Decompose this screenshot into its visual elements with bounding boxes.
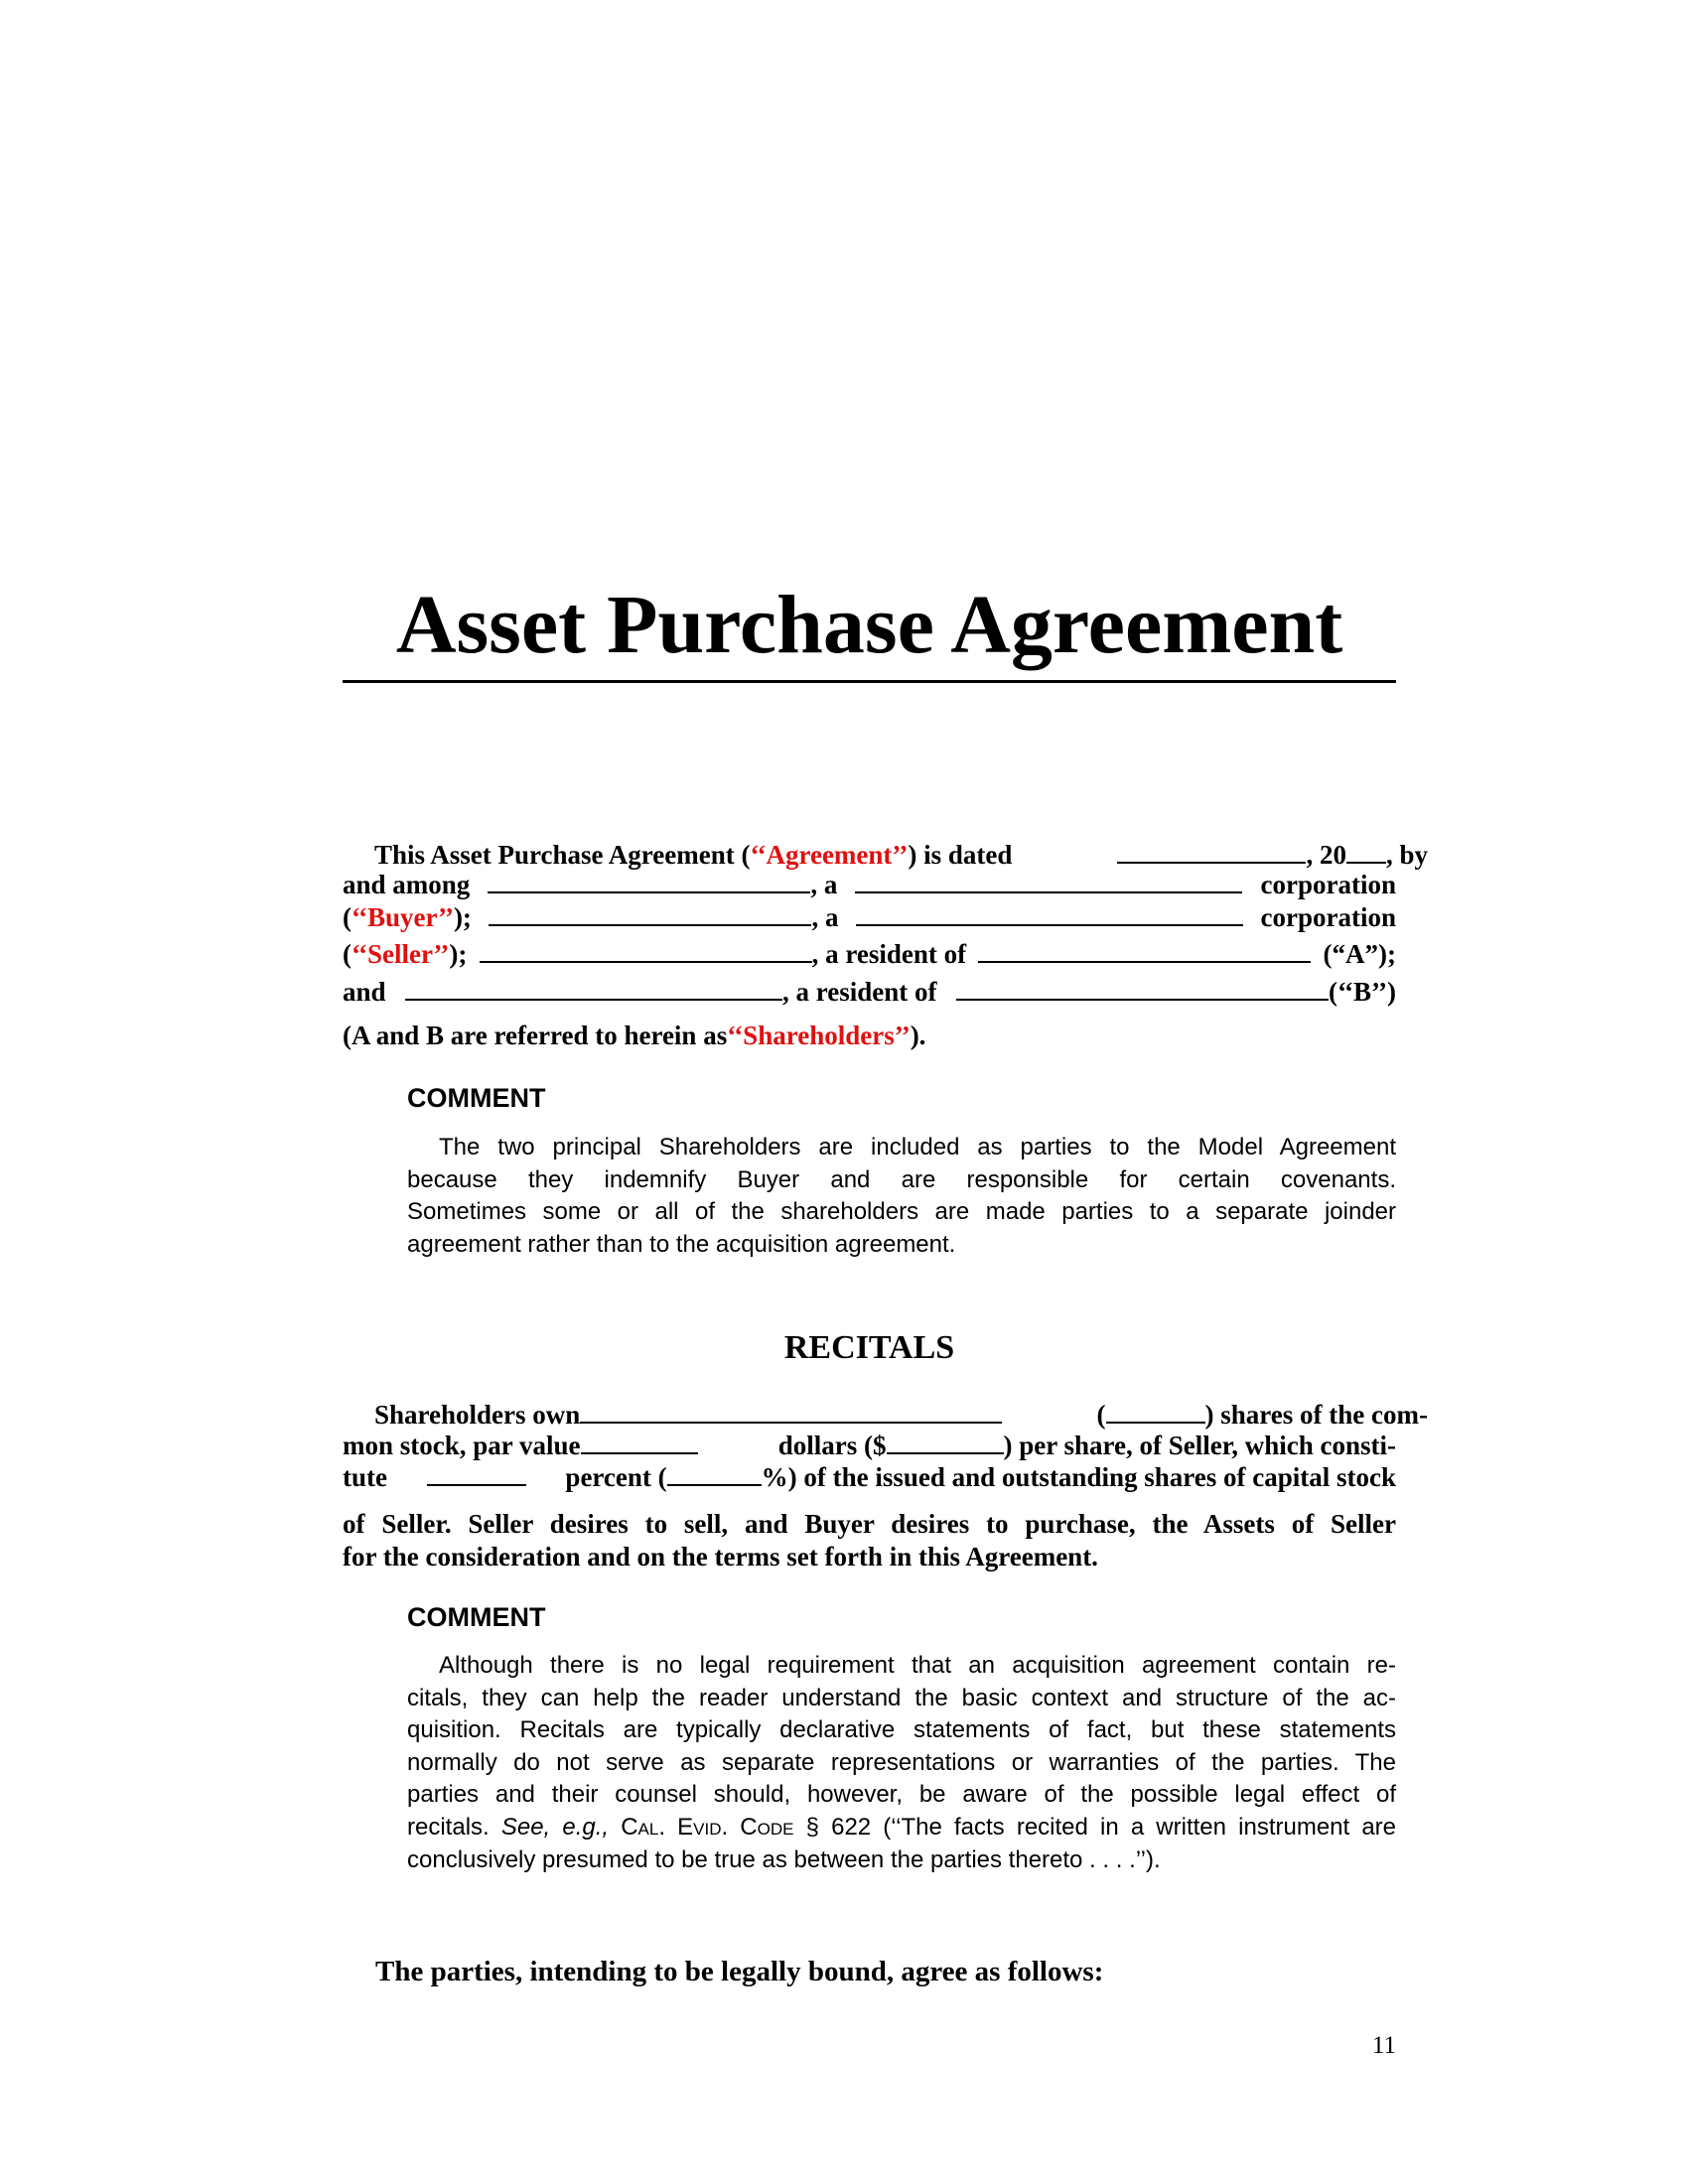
date-blank[interactable] bbox=[1117, 836, 1306, 864]
preamble-text: corporation bbox=[1260, 901, 1396, 932]
comment-heading: COMMENT bbox=[407, 1602, 546, 1632]
comment-text bbox=[407, 1650, 1396, 1876]
recital-text: dollars ($ bbox=[777, 1430, 887, 1460]
year-blank[interactable] bbox=[1346, 836, 1386, 864]
closing-statement: The parties, intending to be legally bound, agree as follows: bbox=[375, 1956, 1104, 1987]
recitals-heading: RECITALS bbox=[783, 1329, 955, 1366]
recital-text: ( bbox=[1096, 1399, 1106, 1430]
par-value-number-blank[interactable] bbox=[887, 1427, 1004, 1454]
statute-citation: Cal. Evid. Code bbox=[609, 1813, 794, 1841]
shareholder-a-residence-blank[interactable] bbox=[978, 935, 1311, 963]
defined-term-shareholders: ‘‘Shareholders’’ bbox=[727, 1021, 911, 1050]
preamble-text: , a resident of bbox=[782, 976, 937, 1007]
recital-text: tute bbox=[343, 1461, 387, 1492]
preamble-text: This Asset Purchase Agreement ( bbox=[374, 839, 751, 870]
comment-line: parties and their counsel should, however, be aware of the possible legal effect of bbox=[407, 1781, 1396, 1809]
preamble bbox=[343, 836, 1428, 1064]
recital-line-1 bbox=[343, 1396, 1428, 1430]
preamble-line-6 bbox=[343, 1019, 1396, 1052]
recital-line-4: of Seller. Seller desires to sell, and Buyer desires to purchase, the Assets of Seller bbox=[343, 1509, 1396, 1539]
recital-text: Shareholders own bbox=[374, 1399, 581, 1430]
recital-line-5: for the consideration and on the terms set forth in this Agreement. bbox=[343, 1542, 1098, 1571]
preamble-text: ); bbox=[453, 901, 472, 932]
preamble-text: corporation bbox=[1260, 869, 1396, 899]
preamble-text: (“A”); bbox=[1323, 938, 1396, 969]
comment-line: agreement rather than to the acquisition agreement. bbox=[407, 1230, 956, 1258]
seller-name-blank[interactable] bbox=[489, 898, 811, 926]
percent-number-blank[interactable] bbox=[667, 1458, 762, 1486]
page-number: 11 bbox=[1371, 2032, 1396, 2059]
comment-text bbox=[407, 1132, 1396, 1261]
preamble-line-3 bbox=[343, 898, 1396, 932]
shares-number-blank[interactable] bbox=[1106, 1396, 1205, 1424]
shareholder-a-name-blank[interactable] bbox=[480, 935, 812, 963]
shares-words-blank[interactable] bbox=[580, 1396, 1002, 1424]
comment-line: quisition. Recitals are typically declarative statements of fact, but these statements bbox=[407, 1716, 1396, 1744]
comment-line: because they indemnify Buyer and are responsible for certain covenants. bbox=[407, 1165, 1396, 1193]
comment-line-citation bbox=[407, 1812, 1396, 1844]
preamble-text: ); bbox=[449, 938, 468, 969]
recital-line-2 bbox=[343, 1427, 1396, 1460]
preamble-text: ( bbox=[343, 938, 352, 969]
comment-line: citals, they can help the reader understand the basic context and structure of the ac- bbox=[407, 1684, 1396, 1711]
preamble-text: , 20 bbox=[1306, 839, 1346, 870]
comment-line: Sometimes some or all of the shareholders are made parties to a separate joinder bbox=[407, 1198, 1396, 1226]
recital-text: ) per share, of Seller, which consti- bbox=[1003, 1430, 1396, 1460]
defined-term-seller: ‘‘Seller’’ bbox=[352, 938, 450, 969]
recital-text: mon stock, par value bbox=[343, 1430, 581, 1460]
preamble-line-2 bbox=[343, 866, 1396, 899]
comment-line: normally do not serve as separate representations or warranties of the parties. The bbox=[407, 1748, 1396, 1776]
comment-text-fragment: § 622 (‘‘The facts recited in a written instrument are bbox=[793, 1813, 1397, 1841]
preamble-text: and among bbox=[343, 869, 471, 899]
preamble-text: , a bbox=[811, 901, 839, 932]
comment-text-fragment: recitals. bbox=[407, 1813, 501, 1841]
comment-line: The two principal Shareholders are included as parties to the Model Agreement bbox=[439, 1134, 1396, 1160]
preamble-text: (A and B are referred to herein as bbox=[343, 1021, 728, 1050]
title-underline bbox=[343, 680, 1396, 683]
recital-line-3 bbox=[343, 1458, 1396, 1492]
comment-heading: COMMENT bbox=[407, 1083, 546, 1113]
preamble-line-4 bbox=[343, 935, 1396, 969]
citation-signal: See, e.g., bbox=[500, 1813, 610, 1841]
comment-line: conclusively presumed to be true as between the parties thereto . . . .’’). bbox=[407, 1845, 1161, 1873]
defined-term-agreement: ‘‘Agreement’’ bbox=[750, 839, 909, 870]
shareholder-b-residence-blank[interactable] bbox=[956, 973, 1329, 1001]
percent-words-blank[interactable] bbox=[427, 1458, 526, 1486]
preamble-text: , by bbox=[1385, 839, 1428, 870]
preamble-line-5 bbox=[343, 973, 1396, 1007]
shareholder-b-name-blank[interactable] bbox=[405, 973, 782, 1001]
preamble-text: and bbox=[343, 976, 386, 1007]
preamble-text: , a resident of bbox=[811, 938, 967, 969]
preamble-line-1 bbox=[343, 836, 1428, 870]
preamble-text: ). bbox=[910, 1021, 926, 1050]
document-title: Asset Purchase Agreement bbox=[395, 579, 1343, 671]
comment-line: Although there is no legal requirement that an acquisition agreement contain re- bbox=[439, 1652, 1396, 1679]
preamble-text: , a bbox=[810, 869, 838, 899]
preamble-text: ) is dated bbox=[908, 839, 1013, 870]
preamble-text: (‘‘B’’) bbox=[1329, 976, 1396, 1007]
preamble-text: ( bbox=[343, 901, 352, 932]
recital-text: percent ( bbox=[565, 1461, 667, 1492]
recital-text: %) of the issued and outstanding shares of capital stock bbox=[761, 1461, 1396, 1492]
seller-state-blank[interactable] bbox=[856, 898, 1243, 926]
buyer-name-blank[interactable] bbox=[488, 866, 810, 893]
recital-text: ) shares of the com- bbox=[1204, 1399, 1428, 1430]
buyer-state-blank[interactable] bbox=[855, 866, 1242, 893]
par-value-words-blank[interactable] bbox=[581, 1427, 698, 1454]
defined-term-buyer: ‘‘Buyer’’ bbox=[352, 901, 454, 932]
